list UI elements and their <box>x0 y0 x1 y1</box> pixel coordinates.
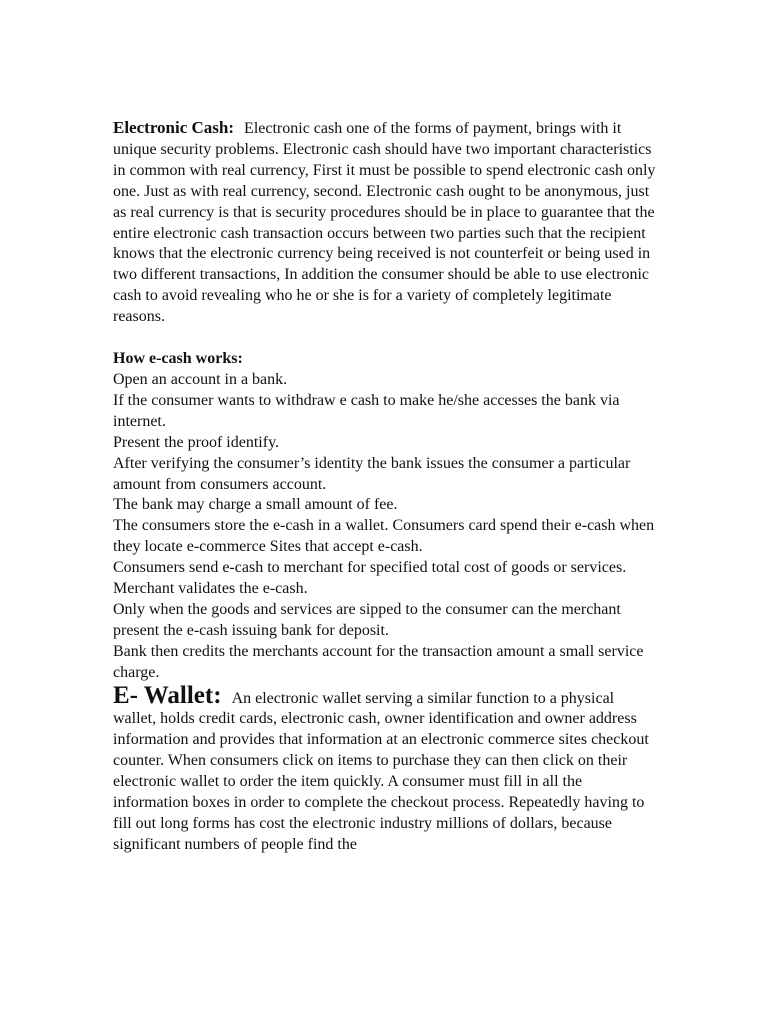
list-item: If the consumer wants to withdraw e cash to make he/she accesses the bank via internet. <box>113 391 620 430</box>
e-wallet-body: An electronic wallet serving a similar function to a physical wallet, holds credit cards, electronic cash, owner identification and owner address information and provides that information at an electronic commerce sites checkout counter. When consumers click on items to purchase they can then click on their electronic wallet to order the item quickly. A consumer must fill in all the information boxes in order to complete the checkout process. Repeatedly having to fill out long forms has cost the electronic industry millions of dollars, because significant numbers of people find the <box>113 689 649 853</box>
how-ecash-works-title: How e-cash works: <box>113 350 243 368</box>
list-item: The consumers store the e-cash in a wallet. Consumers card spend their e-cash when they locate e-commerce Sites that accept e-cash. <box>113 517 655 556</box>
ecash-steps-list <box>113 370 658 684</box>
electronic-cash-paragraph <box>113 118 658 328</box>
list-item: Open an account in a bank. <box>113 370 288 388</box>
e-wallet-paragraph <box>113 681 658 856</box>
electronic-cash-heading: Electronic Cash: <box>113 118 235 137</box>
list-item: Consumers send e-cash to merchant for specified total cost of goods or services. <box>113 559 627 577</box>
list-item: After verifying the consumer’s identity the bank issues the consumer a particular amount from consumers account. <box>113 454 631 493</box>
document-page <box>113 118 658 856</box>
list-item: Only when the goods and services are sipped to the consumer can the merchant present the e-cash issuing bank for deposit. <box>113 600 621 639</box>
e-wallet-heading: E- Wallet: <box>113 681 222 709</box>
list-item: The bank may charge a small amount of fee. <box>113 496 398 514</box>
electronic-cash-body: Electronic cash one of the forms of payment, brings with it unique security problems. Electronic cash should have two important characteristics in common with real currency, First it must be possible to spend electronic cash only one. Just as with real currency, second. Electronic cash ought to be anonymous, just as real currency is that is security procedures should be in place to guarantee that the entire electronic cash transaction occurs between two parties such that the recipient knows that the electronic currency being received is not counterfeit or being used in two different transactions, In addition the consumer should be able to use electronic cash to avoid revealing who he or she is for a variety of completely legitimate reasons. <box>113 120 656 326</box>
list-item: Merchant validates the e-cash. <box>113 580 308 598</box>
list-item: Present the proof identify. <box>113 433 280 451</box>
list-item: Bank then credits the merchants account for the transaction amount a small service charge. <box>113 642 644 681</box>
